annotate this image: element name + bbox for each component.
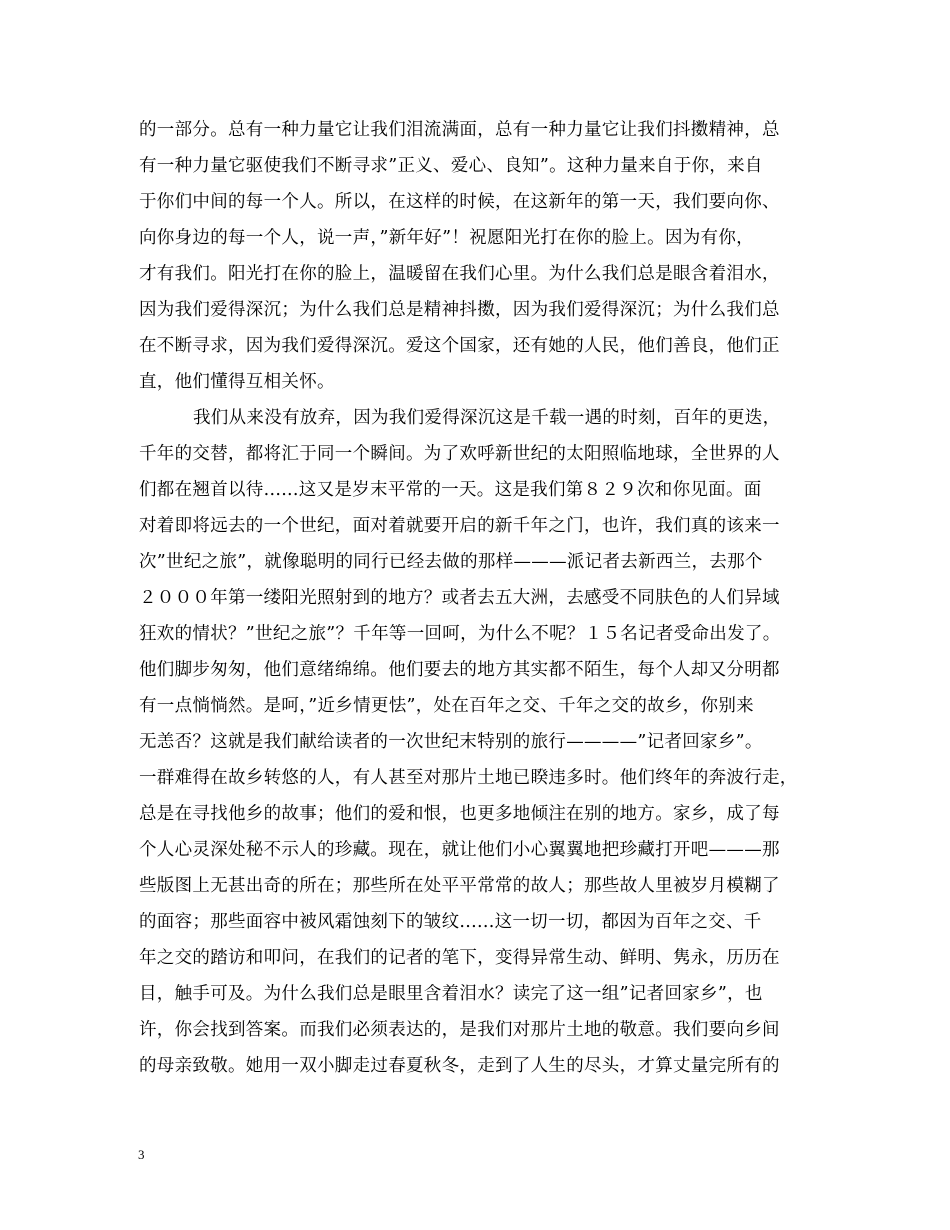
text-line: 在不断寻求，因为我们爱得深沉。爱这个国家，还有她的人民，他们善良，他们正 [139,336,780,356]
text-line: 于你们中间的每一个人。所以，在这样的时候，在这新年的第一天，我们要向你、 [139,192,780,212]
text-line: 个人心灵深处秘不示人的珍藏。现在，就让他们小心翼翼地把珍藏打开吧———那 [139,840,780,860]
text-line: 许，你会找到答案。而我们必须表达的，是我们对那片土地的敬意。我们要向乡间 [139,1020,780,1040]
text-line: 的面容；那些面容中被风霜蚀刻下的皱纹......这一切一切，都因为百年之交、千 [139,912,762,932]
text-line: 才有我们。阳光打在你的脸上，温暖留在我们心里。为什么我们总是眼含着泪水， [139,264,780,284]
text-line: 一群难得在故乡转悠的人，有人甚至对那片土地已睽违多时。他们终年的奔波行走， [139,768,798,788]
text-line: 有一点惝惝然。是呵，”近乡情更怯”，处在百年之交、千年之交的故乡，你别来 [139,696,754,716]
text-line: ２０００年第一缕阳光照射到的地方？或者去五大洲，去感受不同肤色的人们异域 [139,588,780,608]
text-line: 的母亲致敬。她用一双小脚走过春夏秋冬，走到了人生的尽头，才算丈量完所有的 [139,1056,780,1076]
text-line: 对着即将远去的一个世纪，面对着就要开启的新千年之门，也许，我们真的该来一 [139,516,780,536]
text-line: 直，他们懂得互相关怀。 [139,372,335,392]
text-line: 总是在寻找他乡的故事；他们的爱和恨，也更多地倾注在别的地方。家乡，成了每 [139,804,780,824]
text-line: 的一部分。总有一种力量它让我们泪流满面，总有一种力量它让我们抖擞精神，总 [139,120,780,140]
text-line: 有一种力量它驱使我们不断寻求”正义、爱心、良知”。这种力量来自于你，来自 [139,156,763,176]
page-number: 3 [138,1147,145,1162]
text-line: 千年的交替，都将汇于同一个瞬间。为了欢呼新世纪的太阳照临地球，全世界的人 [139,444,780,464]
text-line: 向你身边的每一个人，说一声，”新年好”！祝愿阳光打在你的脸上。因为有你， [139,228,754,248]
text-line: 们都在翘首以待......这又是岁末平常的一天。这是我们第８２９次和你见面。面 [139,480,762,500]
text-line: 次”世纪之旅”，就像聪明的同行已经去做的那样———派记者去新西兰，去那个 [139,552,763,572]
text-line: 因为我们爱得深沉；为什么我们总是精神抖擞，因为我们爱得深沉；为什么我们总 [139,300,780,320]
text-line: 他们脚步匆匆，他们意绪绵绵。他们要去的地方其实都不陌生，每个人却又分明都 [139,660,780,680]
text-line: 无恙否？这就是我们献给读者的一次世纪末特别的旅行————”记者回家乡”。 [139,732,763,752]
text-line: 狂欢的情状？”世纪之旅”？千年等一回呵，为什么不呢？１５名记者受命出发了。 [139,624,781,644]
text-line: 年之交的踏访和叩问，在我们的记者的笔下，变得异常生动、鲜明、隽永，历历在 [139,948,780,968]
paragraph-first-line: 我们从来没有放弃，因为我们爱得深沉这是千载一遇的时刻，百年的更迭， [193,408,781,428]
text-line: 目，触手可及。为什么我们总是眼里含着泪水？读完了这一组”记者回家乡”，也 [139,984,763,1004]
text-line: 些版图上无甚出奇的所在；那些所在处平平常常的故人；那些故人里被岁月模糊了 [139,876,780,896]
